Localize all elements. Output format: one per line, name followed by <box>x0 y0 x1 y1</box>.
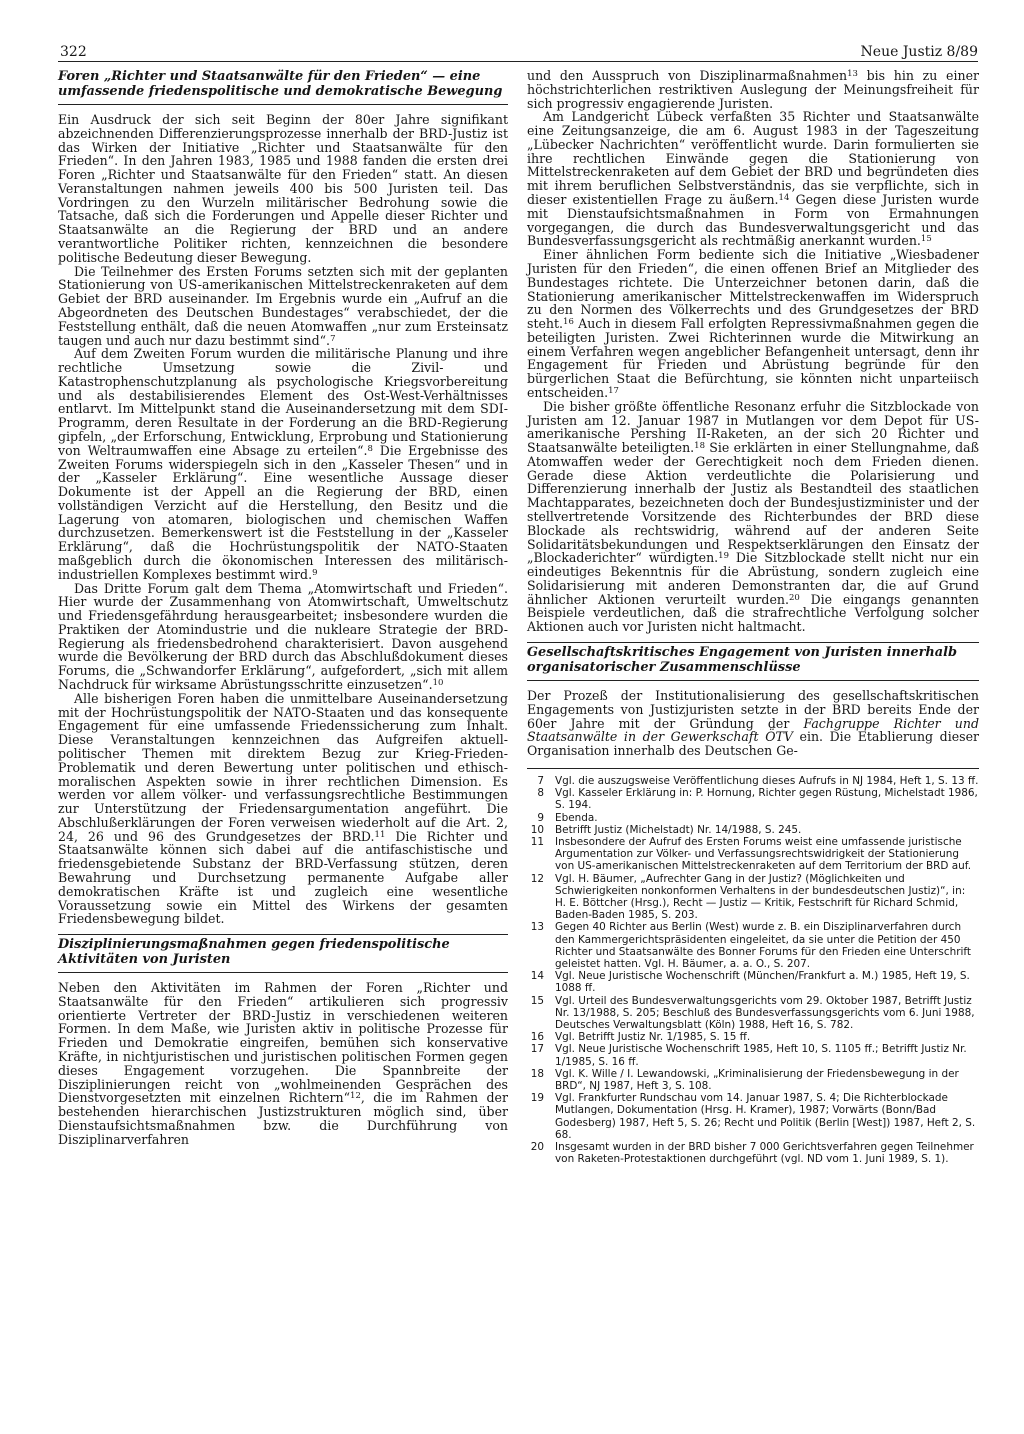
right-column <box>527 69 979 1165</box>
paragraph: Auf dem Zweiten Forum wurden die militärische Planung und ihre rechtliche Umsetzung sowie die Zivil- und Katastrophenschutzplanung als psychologische Kriegsvorbereitung und als destabilisierendes Element des Ost-West-Verhältnisses entlarvt. Im Mittelpunkt stand die Auseinandersetzung mit dem SDI-Programm, deren Resultate in der Forderung an die BRD-Regierung gipfeln, „der Erforschung, Entwicklung, Erprobung und Stationierung von Weltraumwaffen eine Absage zu erteilen“.$^8$ Die Ergebnisse des Zweiten Forums widerspiegeln sich in den „Kasseler Thesen“ und in der „Kasseler Erklärung“. Eine wesentliche Aussage dieser Dokumente ist der Appell an die Regierung der BRD, einen vollständigen Verzicht auf die Herstellung, den Besitz und die Lagerung von atomaren, biologischen und chemischen Waffen durchzusetzen. Bemerkenswert ist die Feststellung in der „Kasseler Erklärung“, daß die Hochrüstungspolitik der NATO-Staaten maßgeblich durch die ökonomischen Interessen des militärisch-industriellen Komplexes bestimmt wird.$^9$ <box>58 346 508 582</box>
footnote-number: 9 <box>537 811 544 824</box>
footnote <box>527 921 979 970</box>
footnote-number: 10 <box>530 823 544 836</box>
paragraph: und den Ausspruch von Disziplinarmaßnahmen$^{13}$ bis hin zu einer höchstrichterlichen restriktiven Auslegung der Meinungsfreiheit für sich progressiv engagierende Juristen. <box>527 68 979 111</box>
footnote <box>527 995 979 1032</box>
footnote-text: Vgl. die auszugsweise Veröffentlichung dieses Aufrufs in NJ 1984, Heft 1, S. 13 ff. <box>555 774 979 787</box>
footnote-ref[interactable]: 14 <box>778 193 790 204</box>
paragraph: Einer ähnlichen Form bediente sich die Initiative „Wiesbadener Juristen für den Frieden“, die einen offenen Brief an Mitglieder des Bundestages richtete. Die Unterzeichner betonen darin, daß die Stationierung amerikanischer Mittelstreckenwaffen im Widerspruch zu den Normen des Völkerrechts und des Grundgesetzes der BRD steht.$^{16}$ Auch in diesem Fall erfolgten Repressivmaßnahmen gegen die beteiligten Juristen. Zwei Richterinnen wurde die Mitwirkung an einem Verfahren wegen angeblicher Befangenheit untersagt, denn ihr Engagement für Frieden und Abrüstung begründe für den bürgerlichen Staat die Befürchtung, sie könnten nicht unparteiisch entscheiden.$^{17}$ <box>527 247 979 400</box>
section-heading-discipline: Disziplinierungsmaßnahmen gegen friedenspolitische Aktivitäten von Juristen <box>58 934 508 973</box>
footnote <box>527 775 979 787</box>
footnote <box>527 970 979 994</box>
footnote-ref[interactable]: 10 <box>432 678 444 689</box>
left-column <box>58 69 508 1146</box>
footnote-ref[interactable]: 19 <box>718 551 729 562</box>
footnote <box>527 824 979 836</box>
paragraph: Neben den Aktivitäten im Rahmen der Foren „Richter und Staatsanwälte für den Frieden“ artikulieren sich progressiv orientierte Vertreter der BRD-Justiz in verschiedenen weiteren Formen. In dem Maße, wie Juristen aktiv in politische Prozesse für Frieden und Demokratie eingreifen, bemühen sich konservative Kräfte, in nichtjuristischen und juristischen politischen Formen gegen dieses Engagement vorzugehen. Die Spannbreite der Disziplinierungen reicht von „wohlmeinenden Gesprächen des Dienstvorgesetzten mit einzelnen Richtern“$^{12}$, die im Rahmen der bestehenden hierarchischen Justizstrukturen möglich sind, über Dienstaufsichtsmaßnahmen bzw. die Durchführung von Disziplinarverfahren <box>58 980 508 1147</box>
section-heading-forums: Foren „Richter und Staatsanwälte für den Frieden“ — eine umfassende friedenspolitische und demokratische Bewegung <box>58 69 508 105</box>
footnote-ref[interactable]: 18 <box>694 441 705 452</box>
footnote-ref[interactable]: 11 <box>374 829 386 840</box>
footnote-text: Insbesondere der Aufruf des Ersten Forums weist eine umfassende juristische Argumentation zur Völker- und Verfassungsrechtswidrigkeit der Stationierung von US-amerikanischen Mittelstreckenraketen auf dem Territorium der BRD auf. <box>555 835 972 873</box>
footnote-number: 11 <box>530 835 544 848</box>
footnote-text: Vgl. H. Bäumer, „Aufrechter Gang in der Justiz? (Möglichkeiten und Schwierigkeiten nonkonformen Verhaltens in der bundesdeutschen Justiz)“, in: H. E. Böttcher (Hrsg.), Recht — Justiz — Kritik, Festschrift für Richard Schmid, Baden-Baden 1985, S. 203. <box>555 872 966 922</box>
footnote <box>527 873 979 922</box>
footnote-text: Gegen 40 Richter aus Berlin (West) wurde z. B. ein Disziplinarverfahren durch den Kammergerichtspräsidenten eingeleitet, da sie unter die Petition der 450 Richter und Staatsanwälte des Bonner Forums für den Frieden eine Unterschrift geleistet hatten. Vgl. H. Bäumer, a. a. O., S. 207. <box>555 921 971 970</box>
footnotes-list <box>527 775 979 1166</box>
footnote-number: 8 <box>537 787 544 800</box>
footnote <box>527 1043 979 1067</box>
footnote <box>527 1031 979 1043</box>
paragraph: Am Landgericht Lübeck verfaßten 35 Richter und Staatsanwälte eine Zeitungsanzeige, die am 6. August 1983 in der Tageszeitung „Lübecker Nachrichten“ veröffentlicht wurde. Darin formulierten sie ihre rechtlichen Einwände gegen die Stationierung von Mittelstreckenraketen auf dem Gebiet der BRD und begründeten dies mit ihrem beruflichen Selbstverständnis, das sie verpflichte, sich in dieser existentiellen Frage zu äußern.$^{14}$ Gegen diese Juristen wurde mit Dienstaufsichtsmaßnahmen in Form von Ermahnungen vorgegangen, die durch das Bundesverwaltungsgericht und das Bundesverfassungsgericht als rechtmäßig anerkannt wurden.$^{15}$ <box>527 109 979 249</box>
footnote-number: 15 <box>530 994 544 1007</box>
footnote <box>527 836 979 873</box>
footnote <box>527 1141 979 1165</box>
footnote-number: 14 <box>530 970 544 983</box>
paragraph: Alle bisherigen Foren haben die unmittelbare Auseinandersetzung mit der Hochrüstungspolitik der NATO-Staaten und das konsequente Engagement für eine umfassende Friedenssicherung zum Inhalt. Diese Veranstaltungen kennzeichnen das Aufgreifen aktuell-politischer Themen mit direktem Bezug zur Krieg-Frieden-Problematik und deren Bewertung unter politischen und ethisch-moralischen Aspekten sowie in ihrer rechtlichen Dimension. Es werden vor allem völker- und verfassungsrechtliche Bestimmungen zur Unterstützung der Friedensargumentation angeführt. Die Abschlußerklärungen der Foren verweisen wiederholt auf die Art. 2, 24, 26 und 96 des Grundgesetzes der BRD.$^{11}$ Die Richter und Staatsanwälte können sich dabei auf die antifaschistische und friedensgebietende Substanz der BRD-Verfassung stützen, deren Bewahrung und Durchsetzung permanente Aufgabe aller demokratischen Kräfte ist und zugleich eine wesentliche Voraussetzung sowie ein Mittel des Wirkens der gesamten Friedensbewegung bildet. <box>58 690 508 927</box>
footnote-text: Vgl. K. Wille / I. Lewandowski, „Kriminalisierung der Friedensbewegung in der BRD“, NJ 1987, Heft 3, S. 108. <box>555 1067 959 1093</box>
footnote-ref[interactable]: 13 <box>847 69 858 79</box>
footnote-number: 7 <box>537 774 544 787</box>
footnote-number: 18 <box>530 1067 544 1080</box>
footnote-text: Vgl. Betrifft Justiz Nr. 1/1985, S. 15 ff. <box>555 1031 751 1044</box>
footnote-ref[interactable]: 17 <box>608 385 619 396</box>
footnote-text: Insgesamt wurden in der BRD bisher 7 000 Gerichtsverfahren gegen Teilnehmer von Raketen-Protestaktionen durchgeführt (vgl. ND vom 1. Juni 1989, S. 1). <box>555 1141 974 1166</box>
paragraph: Der Prozeß der Institutionalisierung des gesellschaftskritischen Engagements von Justizjuristen setzte in der BRD bereits Ende der 60er Jahre mit der Gründung der Fachgruppe Richter und Staatsanwälte in der Gewerkschaft ÖTV ein. Die Etablierung dieser Organisation innerhalb des Deutschen Ge- <box>527 688 979 759</box>
footnote-ref[interactable]: 16 <box>563 317 574 328</box>
footnote <box>527 1092 979 1141</box>
footnote <box>527 787 979 811</box>
footnote-number: 17 <box>530 1043 544 1056</box>
footnote-ref[interactable]: 9 <box>312 567 318 578</box>
footnote-ref[interactable]: 8 <box>367 443 373 454</box>
footnote-number: 12 <box>530 872 544 885</box>
paragraph: Ein Ausdruck der sich seit Beginn der 80er Jahre signifikant abzeichnenden Differenzierungsprozesse innerhalb der BRD-Justiz ist das Wirken der Initiative „Richter und Staatsanwälte für den Frieden“. In den Jahren 1983, 1985 und 1988 fanden die ersten drei Foren „Richter und Staatsanwälte für den Frieden“ statt. An diesen Veranstaltungen nahmen jeweils 400 bis 500 Juristen teil. Das Vordringen zu den Wurzeln militärischer Bedrohung sowie die Tatsache, daß sich die Forderungen und Appelle dieser Richter und Staatsanwälte an die Regierung der BRD und an andere verantwortliche Politiker richten, kennzeichnen die besondere politische Bedeutung dieser Bewegung. <box>58 112 508 265</box>
footnote <box>527 1068 979 1092</box>
footnote-number: 20 <box>530 1141 544 1154</box>
paragraph: Die Teilnehmer des Ersten Forums setzten sich mit der geplanten Stationierung von US-amerikanischen Mittelstreckenraketen auf dem Gebiet der BRD auseinander. Im Ergebnis wurde ein „Aufruf an die Abgeordneten des Deutschen Bundestages“ verabschiedet, der die Feststellung enthält, daß die neuen Atomwaffen „nur zum Ersteinsatz taugen und auch nur dazu bestimmt sind“.$^7$ <box>58 263 508 348</box>
footnote-text: Vgl. Neue Juristische Wochenschrift (München/Frankfurt a. M.) 1985, Heft 19, S. 1088 ff. <box>555 970 970 995</box>
journal-issue: Neue Justiz 8/89 <box>860 44 978 60</box>
footnote-text: Betrifft Justiz (Michelstadt) Nr. 14/1988, S. 245. <box>555 823 802 836</box>
paragraph: Die bisher größte öffentliche Resonanz erfuhr die Sitzblockade von Juristen am 12. Januar 1987 in Mutlangen vor dem Depot für US-amerikanische Pershing II-Raketen, an der sich 20 Richter und Staatsanwälte beteiligten.$^{18}$ Sie erklärten in einer Stellungnahme, daß Atomwaffen weder der Gerechtigkeit noch dem Frieden dienen. Gerade diese Aktion verdeutlichte die Polarisierung und Differenzierung innerhalb der Justiz als Bestandteil des staatlichen Machtapparates, bezeichneten doch der Bundesjustizminister und der stellvertretende Vorsitzende des Richterbundes der BRD diese Blockade als rechtswidrig, während auf der anderen Seite Solidaritätsbekundungen und Respektserklärungen den Einsatz der „Blockaderichter“ würdigten.$^{19}$ Die Sitzblockade stellt nicht nur ein eindeutiges Bekenntnis für die Abrüstung, sondern zugleich eine Solidarisierung mit anderen Demonstranten dar, die auf Grund ähnlicher Aktionen verurteilt wurden.$^{20}$ Die eingangs genannten Beispiele verdeutlichen, daß die strafrechtliche Verfolgung solcher Aktionen auch vor Juristen nicht haltmacht. <box>527 398 979 635</box>
footnote <box>527 812 979 824</box>
footnote-text: Vgl. Urteil des Bundesverwaltungsgerichts vom 29. Oktober 1987, Betrifft Justiz Nr. 13/1988, S. 205; Beschluß des Bundesverfassungsgerichts vom 6. Juni 1988, Deutsches Verwaltungsblatt (Köln) 1988, Heft 16, S. 782. <box>555 994 975 1031</box>
footnote-text: Vgl. Neue Juristische Wochenschrift 1985, Heft 10, S. 1105 ff.; Betrifft Justiz Nr. 1/1985, S. 16 ff. <box>555 1043 967 1068</box>
footnote-text: Vgl. Kasseler Erklärung in: P. Hornung, Richter gegen Rüstung, Michelstadt 1986, S. 194. <box>555 787 978 812</box>
footnote-ref[interactable]: 7 <box>330 333 336 344</box>
footnote-ref[interactable]: 15 <box>920 234 932 245</box>
section-heading-engagement: Gesellschaftskritisches Engagement von Juristen innerhalb organisatorischer Zusammenschlüsse <box>527 642 979 681</box>
footnote-text: Ebenda. <box>555 811 598 824</box>
footnote-ref[interactable]: 20 <box>788 592 800 603</box>
page-number: 322 <box>60 44 87 60</box>
footnote-number: 13 <box>530 921 544 934</box>
page-header <box>48 0 978 60</box>
header-rule <box>58 61 978 62</box>
footnote-number: 16 <box>530 1031 544 1044</box>
footnote-number: 19 <box>530 1092 544 1105</box>
footnote-text: Vgl. Frankfurter Rundschau vom 14. Januar 1987, S. 4; Die Richterblockade Mutlangen, Dokumentation (Hrsg. H. Kramer), 1987; Vorwärts (Bonn/Bad Godesberg) 1987, Heft 5, S. 26; Recht und Politik (Berlin [West]) 1987, Heft 2, S. 68. <box>555 1092 976 1141</box>
paragraph: Das Dritte Forum galt dem Thema „Atomwirtschaft und Frieden“. Hier wurde der Zusammenhang von Atomwirtschaft, Umweltschutz und Friedensgefährdung herausgearbeitet; insbesondere wurden die Praktiken der Atomindustrie und die nukleare Strategie der BRD-Regierung als friedensbedrohend charakterisiert. Davon ausgehend wurde die Bevölkerung der BRD durch das Abschlußdokument dieses Forums, die „Schwandorfer Erklärung“, aufgefordert, „sich mit allem Nachdruck für wirksame Abrüstungsschritte einzusetzen“.$^{10}$ <box>58 580 508 693</box>
footnote-rule <box>527 768 979 769</box>
footnote-ref[interactable]: 12 <box>350 1091 361 1102</box>
